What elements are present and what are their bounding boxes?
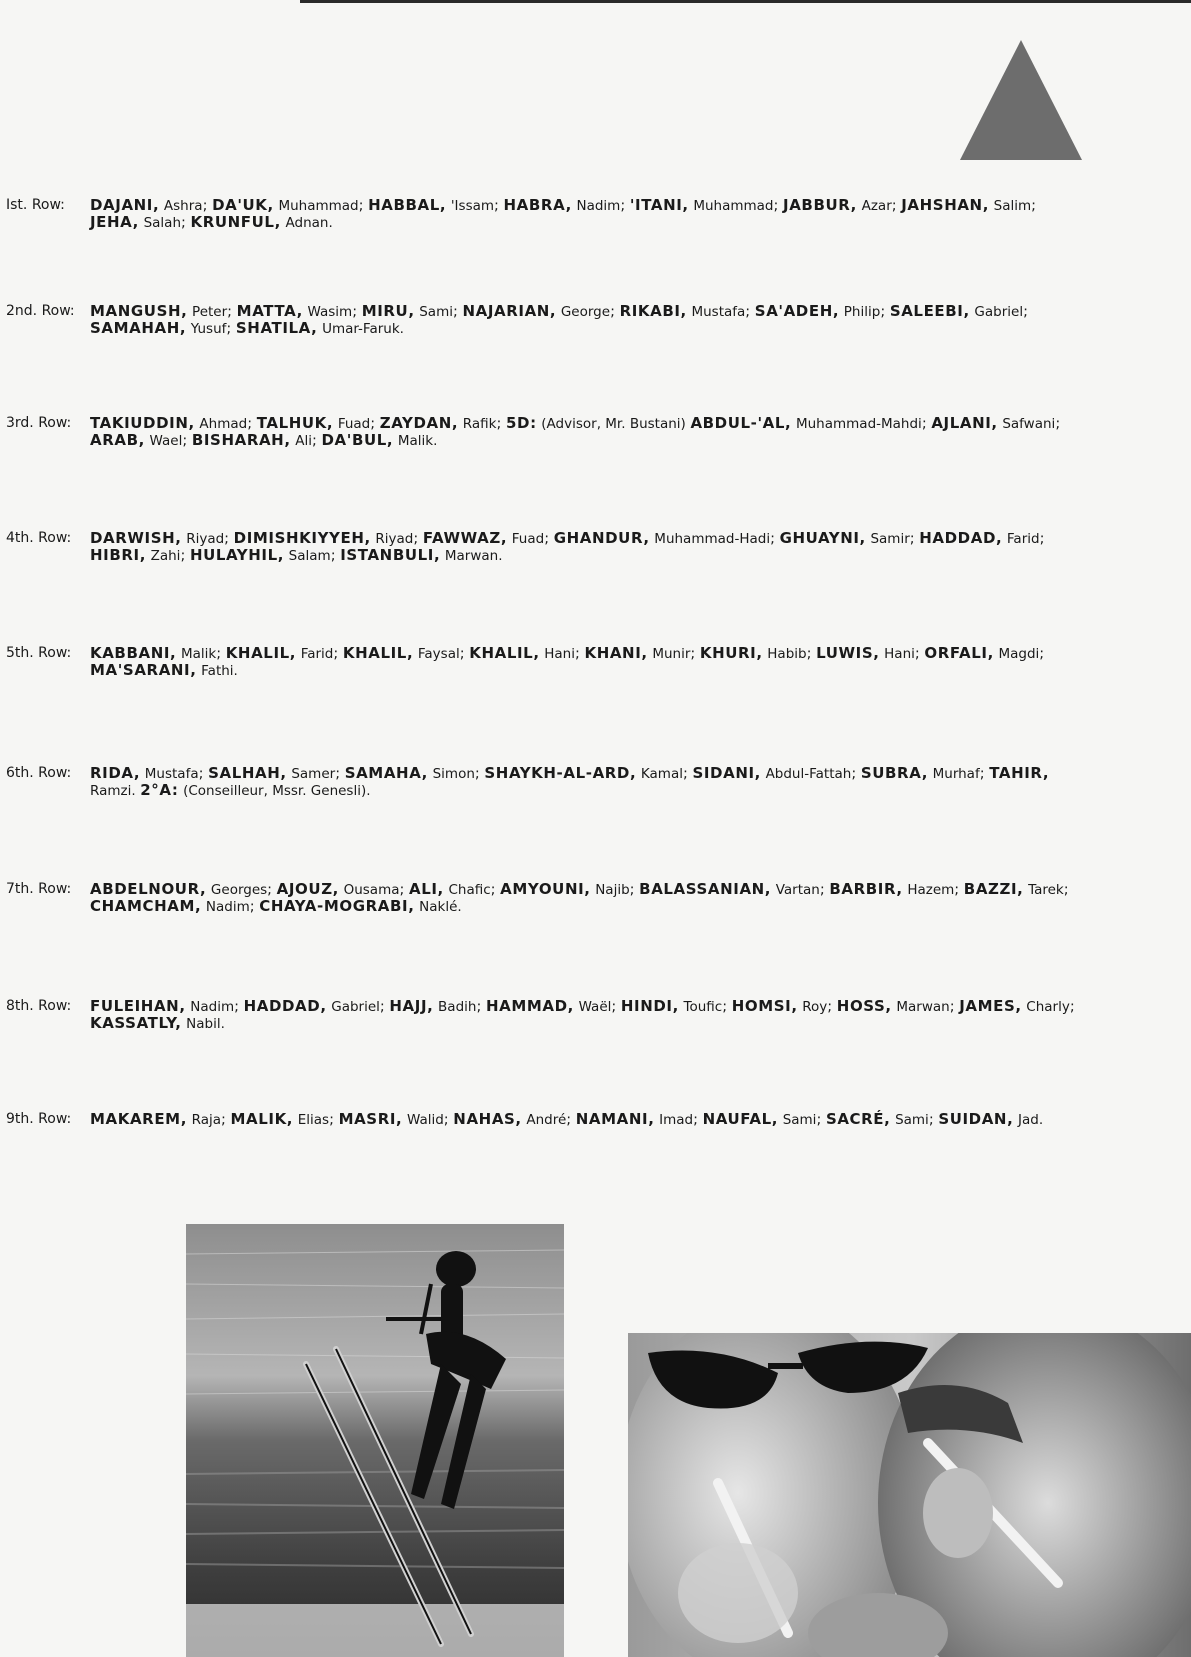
surname: SIDANI, bbox=[692, 764, 761, 782]
name-entry bbox=[576, 1112, 693, 1128]
given-name: Ashra bbox=[163, 198, 203, 214]
surname: JAMES, bbox=[959, 997, 1022, 1015]
given-name: Kamal bbox=[640, 766, 683, 782]
name-entry bbox=[237, 304, 353, 320]
surname: DAJANI, bbox=[90, 196, 160, 214]
surname: RIKABI, bbox=[619, 302, 687, 320]
name-entry bbox=[919, 531, 1039, 547]
given-name: Zahi bbox=[150, 548, 181, 564]
given-name: Hani bbox=[884, 646, 915, 662]
surname: 5D: bbox=[505, 414, 537, 432]
given-name: Farid bbox=[300, 646, 334, 662]
name-entry bbox=[90, 899, 250, 915]
surname: HADDAD, bbox=[919, 529, 1003, 547]
given-name: (Advisor, Mr. Bustani) bbox=[541, 416, 686, 432]
surname: MA'SARANI, bbox=[90, 661, 197, 679]
name-entry bbox=[362, 304, 453, 320]
name-entry bbox=[621, 999, 722, 1015]
given-name: André bbox=[526, 1112, 567, 1128]
name-entry bbox=[423, 531, 544, 547]
name-entry bbox=[345, 766, 475, 782]
name-entry bbox=[469, 646, 575, 662]
surname: SAMAHA, bbox=[344, 764, 428, 782]
surname: HABBAL, bbox=[368, 196, 447, 214]
surname: AJLANI, bbox=[931, 414, 998, 432]
name-entry bbox=[90, 433, 182, 449]
given-name: Raja bbox=[191, 1112, 221, 1128]
row-names: ABDELNOUR, Georges; AJOUZ, Ousama; ALI, Chafic; AMYOUNI, Najib; BALASSANIAN, Vartan; BARBIR, Hazem; BAZZI, Tarek; CHAMCHAM, Nadim; CHAYA-MOGRABI, Naklé. bbox=[90, 880, 1069, 915]
surname: NAMANI, bbox=[575, 1110, 655, 1128]
row-label: 8th. Row: bbox=[6, 998, 72, 1014]
given-name: Gabriel bbox=[974, 304, 1024, 320]
name-entry bbox=[924, 646, 1039, 662]
surname: LUWIS, bbox=[816, 644, 880, 662]
name-entry bbox=[90, 198, 203, 214]
surname: HADDAD, bbox=[243, 997, 327, 1015]
given-name: Roy bbox=[802, 999, 828, 1015]
surname: KABBANI, bbox=[90, 644, 177, 662]
given-name: Sami bbox=[419, 304, 453, 320]
name-entry bbox=[90, 1016, 225, 1032]
surname: KHANI, bbox=[584, 644, 648, 662]
name-entry bbox=[690, 416, 921, 432]
triangle-marker-icon bbox=[960, 40, 1082, 160]
given-name: Hani bbox=[544, 646, 575, 662]
name-entry bbox=[732, 999, 828, 1015]
name-entry bbox=[861, 766, 980, 782]
name-entry bbox=[703, 1112, 817, 1128]
name-entry bbox=[931, 416, 1055, 432]
surname: JAHSHAN, bbox=[901, 196, 990, 214]
smokers-photo bbox=[628, 1333, 1191, 1657]
surname: KRUNFUL, bbox=[190, 213, 281, 231]
given-name: Nadim bbox=[576, 198, 621, 214]
row-label: 9th. Row: bbox=[6, 1111, 72, 1127]
given-name: (Conseilleur, Mssr. Genesli). bbox=[183, 783, 371, 799]
given-name: Nadim bbox=[205, 899, 250, 915]
given-name: Vartan bbox=[775, 882, 820, 898]
given-name: Toufic bbox=[683, 999, 723, 1015]
row-label: 6th. Row: bbox=[6, 765, 72, 781]
row-label: 5th. Row: bbox=[6, 645, 72, 661]
surname: GHANDUR, bbox=[553, 529, 650, 547]
surname: FULEIHAN, bbox=[90, 997, 186, 1015]
name-entry bbox=[190, 548, 331, 564]
given-name: Riyad bbox=[186, 531, 225, 547]
name-entry bbox=[322, 433, 438, 449]
surname: CHAYA-MOGRABI, bbox=[259, 897, 415, 915]
given-name: Najib bbox=[595, 882, 630, 898]
given-name: Elias bbox=[297, 1112, 330, 1128]
given-name: Murhaf bbox=[932, 766, 980, 782]
caption-row bbox=[6, 1111, 1086, 1128]
given-name: Ousama bbox=[343, 882, 400, 898]
name-entry bbox=[639, 882, 820, 898]
name-entry bbox=[90, 1112, 221, 1128]
given-name: Philip bbox=[843, 304, 881, 320]
surname: DA'BUL, bbox=[321, 431, 394, 449]
surname: NAJARIAN, bbox=[462, 302, 557, 320]
surname: TAHIR, bbox=[989, 764, 1050, 782]
name-entry bbox=[212, 198, 359, 214]
given-name: Mustafa bbox=[144, 766, 199, 782]
name-entry bbox=[90, 215, 181, 231]
name-entry bbox=[90, 548, 180, 564]
name-entry bbox=[231, 1112, 330, 1128]
given-name: Ali bbox=[295, 433, 312, 449]
given-name: Georges bbox=[210, 882, 268, 898]
surname: CHAMCHAM, bbox=[90, 897, 202, 915]
given-name: Yusuf bbox=[190, 321, 227, 337]
surname: GHUAYNI, bbox=[779, 529, 866, 547]
surname: ABDELNOUR, bbox=[90, 880, 207, 898]
name-entry bbox=[959, 999, 1070, 1015]
given-name: Salim bbox=[993, 198, 1032, 214]
surname: NAHAS, bbox=[453, 1110, 522, 1128]
given-name: Charly bbox=[1026, 999, 1070, 1015]
surname: KASSATLY, bbox=[90, 1014, 182, 1032]
name-entry bbox=[340, 548, 502, 564]
surname: FAWWAZ, bbox=[422, 529, 508, 547]
given-name: Fathi. bbox=[201, 663, 238, 679]
given-name: Sami bbox=[782, 1112, 817, 1128]
surname: HULAYHIL, bbox=[189, 546, 285, 564]
row-names: DARWISH, Riyad; DIMISHKIYYEH, Riyad; FAWWAZ, Fuad; GHANDUR, Muhammad-Hadi; GHUAYNI, Samir; HADDAD, Farid; HIBRI, Zahi; HULAYHIL, Salam; ISTANBULI, Marwan. bbox=[90, 529, 1045, 564]
given-name: George bbox=[560, 304, 611, 320]
surname: KHURI, bbox=[699, 644, 763, 662]
given-name: Tarek bbox=[1028, 882, 1064, 898]
surname: SACRÉ, bbox=[825, 1110, 891, 1128]
top-rule bbox=[300, 0, 1191, 3]
name-entry bbox=[504, 198, 621, 214]
surname: MALIK, bbox=[230, 1110, 294, 1128]
given-name: Safwani bbox=[1002, 416, 1056, 432]
surname: KHALIL, bbox=[342, 644, 414, 662]
given-name: Malik. bbox=[397, 433, 438, 449]
row-names: FULEIHAN, Nadim; HADDAD, Gabriel; HAJJ, Badih; HAMMAD, Waël; HINDI, Toufic; HOMSI, Roy; HOSS, Marwan; JAMES, Charly; KASSATLY, Nabil. bbox=[90, 997, 1075, 1032]
row-names: KABBANI, Malik; KHALIL, Farid; KHALIL, Faysal; KHALIL, Hani; KHANI, Munir; KHURI, Habib; LUWIS, Hani; ORFALI, Magdi; MA'SARANI, Fathi. bbox=[90, 644, 1045, 679]
surname: JABBUR, bbox=[783, 196, 857, 214]
name-entry bbox=[90, 882, 267, 898]
row-label: Ist. Row: bbox=[6, 197, 65, 213]
name-entry bbox=[90, 416, 247, 432]
given-name: Simon bbox=[432, 766, 475, 782]
name-entry bbox=[192, 433, 312, 449]
name-entry bbox=[90, 999, 234, 1015]
given-name: Muhammad bbox=[278, 198, 359, 214]
name-entry bbox=[780, 531, 910, 547]
given-name: Gabriel bbox=[331, 999, 380, 1015]
name-entry bbox=[90, 646, 216, 662]
row-label: 7th. Row: bbox=[6, 881, 72, 897]
row-label: 2nd. Row: bbox=[6, 303, 75, 319]
given-name: Walid bbox=[406, 1112, 444, 1128]
surname: TAKIUDDIN, bbox=[90, 414, 195, 432]
name-entry bbox=[816, 646, 915, 662]
name-entry bbox=[236, 321, 404, 337]
given-name: Salam bbox=[288, 548, 331, 564]
given-name: Badih bbox=[438, 999, 477, 1015]
name-entry bbox=[409, 882, 491, 898]
surname: HAMMAD, bbox=[485, 997, 574, 1015]
surname: 'ITANI, bbox=[629, 196, 689, 214]
given-name: Naklé. bbox=[419, 899, 462, 915]
name-entry bbox=[140, 783, 370, 799]
name-entry bbox=[226, 646, 334, 662]
name-entry bbox=[783, 198, 892, 214]
given-name: Rafik bbox=[462, 416, 497, 432]
given-name: Munir bbox=[652, 646, 691, 662]
name-entry bbox=[90, 304, 227, 320]
given-name: Muhammad-Hadi bbox=[654, 531, 771, 547]
name-entry bbox=[389, 999, 476, 1015]
surname: AMYOUNI, bbox=[500, 880, 591, 898]
given-name: Sami bbox=[895, 1112, 929, 1128]
given-name: Muhammad-Mahdi bbox=[795, 416, 922, 432]
row-names: DAJANI, Ashra; DA'UK, Muhammad; HABBAL, 'Issam; HABRA, Nadim; 'ITANI, Muhammad; JABBUR, Azar; JAHSHAN, Salim; JEHA, Salah; KRUNFUL, Adnan. bbox=[90, 196, 1037, 231]
name-entry bbox=[692, 766, 851, 782]
name-entry bbox=[90, 531, 224, 547]
name-entry bbox=[500, 882, 630, 898]
surname: ARAB, bbox=[90, 431, 145, 449]
given-name: Riyad bbox=[375, 531, 414, 547]
given-name: Peter bbox=[192, 304, 228, 320]
surname: NAUFAL, bbox=[702, 1110, 779, 1128]
name-entry bbox=[837, 999, 950, 1015]
given-name: Azar bbox=[861, 198, 892, 214]
surname: KHALIL, bbox=[469, 644, 540, 662]
surname: DIMISHKIYYEH, bbox=[233, 529, 371, 547]
given-name: Adnan. bbox=[285, 215, 333, 231]
surname: MIRU, bbox=[361, 302, 415, 320]
given-name: Muhammad bbox=[693, 198, 774, 214]
surname: BALASSANIAN, bbox=[639, 880, 772, 898]
name-entry bbox=[484, 766, 683, 782]
given-name: Mustafa bbox=[691, 304, 746, 320]
given-name: Umar-Faruk. bbox=[322, 321, 404, 337]
caption-row bbox=[6, 415, 1086, 449]
name-entry bbox=[486, 999, 611, 1015]
name-entry bbox=[964, 882, 1064, 898]
given-name: Habib bbox=[767, 646, 807, 662]
surname: SAMAHAH, bbox=[90, 319, 187, 337]
given-name: Imad bbox=[659, 1112, 694, 1128]
name-entry bbox=[380, 416, 497, 432]
name-entry bbox=[630, 198, 774, 214]
surname: 2°A: bbox=[140, 781, 179, 799]
surname: SUIDAN, bbox=[938, 1110, 1014, 1128]
surname: ISTANBULI, bbox=[340, 546, 441, 564]
name-entry bbox=[257, 416, 371, 432]
name-entry bbox=[453, 1112, 566, 1128]
caption-row bbox=[6, 530, 1086, 564]
name-entry bbox=[584, 646, 690, 662]
given-name: Marwan bbox=[896, 999, 950, 1015]
surname: MASRI, bbox=[338, 1110, 403, 1128]
caption-row bbox=[6, 998, 1086, 1032]
row-names: TAKIUDDIN, Ahmad; TALHUK, Fuad; ZAYDAN, Rafik; 5D: (Advisor, Mr. Bustani) ABDUL-'AL, Muhammad-Mahdi; AJLANI, Safwani; ARAB, Wael; BISHARAH, Ali; DA'BUL, Malik. bbox=[90, 414, 1061, 449]
name-entry bbox=[343, 646, 460, 662]
given-name: Marwan. bbox=[444, 548, 503, 564]
name-entry bbox=[554, 531, 770, 547]
name-entry bbox=[890, 304, 1023, 320]
row-names: MANGUSH, Peter; MATTA, Wasim; MIRU, Sami; NAJARIAN, George; RIKABI, Mustafa; SA'ADEH, Philip; SALEEBI, Gabriel; SAMAHAH, Yusuf; SHATILA, Umar-Faruk. bbox=[90, 302, 1028, 337]
name-entry bbox=[938, 1112, 1043, 1128]
water-skier-photo bbox=[186, 1224, 564, 1657]
caption-row bbox=[6, 645, 1086, 679]
caption-row bbox=[6, 765, 1086, 799]
given-name: Jad. bbox=[1018, 1112, 1044, 1128]
surname: AJOUZ, bbox=[276, 880, 339, 898]
given-name: Fuad bbox=[511, 531, 545, 547]
given-name: Ahmad bbox=[199, 416, 248, 432]
name-entry bbox=[208, 766, 335, 782]
surname: ALI, bbox=[409, 880, 444, 898]
surname: MATTA, bbox=[236, 302, 303, 320]
name-entry bbox=[829, 882, 954, 898]
surname: HAJJ, bbox=[389, 997, 434, 1015]
given-name: 'Issam bbox=[450, 198, 495, 214]
surname: TALHUK, bbox=[256, 414, 334, 432]
surname: HOSS, bbox=[836, 997, 892, 1015]
name-entry bbox=[462, 304, 610, 320]
name-entry bbox=[244, 999, 380, 1015]
surname: HINDI, bbox=[620, 997, 679, 1015]
surname: DA'UK, bbox=[212, 196, 274, 214]
name-entry bbox=[90, 321, 226, 337]
surname: RIDA, bbox=[90, 764, 141, 782]
surname: KHALIL, bbox=[225, 644, 297, 662]
surname: HOMSI, bbox=[731, 997, 798, 1015]
given-name: Fuad bbox=[337, 416, 371, 432]
given-name: Ramzi. bbox=[90, 783, 136, 799]
given-name: Faysal bbox=[417, 646, 460, 662]
given-name: Wasim bbox=[307, 304, 353, 320]
given-name: Malik bbox=[180, 646, 217, 662]
given-name: Nadim bbox=[190, 999, 235, 1015]
given-name: Samir bbox=[870, 531, 910, 547]
surname: HIBRI, bbox=[90, 546, 146, 564]
surname: BAZZI, bbox=[963, 880, 1024, 898]
surname: ABDUL-'AL, bbox=[690, 414, 792, 432]
given-name: Wael bbox=[149, 433, 183, 449]
name-entry bbox=[234, 531, 414, 547]
surname: SALEEBI, bbox=[889, 302, 970, 320]
given-name: Chafic bbox=[448, 882, 491, 898]
surname: SHAYKH-AL-ARD, bbox=[484, 764, 637, 782]
caption-row bbox=[6, 303, 1086, 337]
given-name: Samer bbox=[291, 766, 336, 782]
row-names: MAKAREM, Raja; MALIK, Elias; MASRI, Walid; NAHAS, André; NAMANI, Imad; NAUFAL, Sami; SACRÉ, Sami; SUIDAN, Jad. bbox=[90, 1110, 1044, 1128]
row-label: 4th. Row: bbox=[6, 530, 72, 546]
surname: SA'ADEH, bbox=[754, 302, 840, 320]
given-name: Nabil. bbox=[186, 1016, 225, 1032]
surname: JEHA, bbox=[90, 213, 139, 231]
surname: BARBIR, bbox=[829, 880, 903, 898]
name-entry bbox=[901, 198, 1031, 214]
surname: BISHARAH, bbox=[191, 431, 291, 449]
surname: DARWISH, bbox=[90, 529, 182, 547]
name-entry bbox=[826, 1112, 929, 1128]
name-entry bbox=[339, 1112, 444, 1128]
name-entry bbox=[191, 215, 333, 231]
surname: ORFALI, bbox=[924, 644, 994, 662]
name-entry bbox=[259, 899, 461, 915]
name-entry bbox=[620, 304, 746, 320]
surname: SUBRA, bbox=[860, 764, 928, 782]
surname: HABRA, bbox=[503, 196, 572, 214]
surname: MANGUSH, bbox=[90, 302, 188, 320]
row-label: 3rd. Row: bbox=[6, 415, 72, 431]
row-names: RIDA, Mustafa; SALHAH, Samer; SAMAHA, Simon; SHAYKH-AL-ARD, Kamal; SIDANI, Abdul-Fattah; SUBRA, Murhaf; TAHIR, Ramzi. 2°A: (Conseilleur, Mssr. Genesli). bbox=[90, 764, 1050, 799]
name-entry bbox=[90, 766, 199, 782]
surname: MAKAREM, bbox=[90, 1110, 187, 1128]
name-entry bbox=[368, 198, 494, 214]
name-entry bbox=[277, 882, 400, 898]
caption-row bbox=[6, 197, 1086, 231]
surname: SALHAH, bbox=[208, 764, 287, 782]
given-name: Hazem bbox=[907, 882, 955, 898]
caption-row bbox=[6, 881, 1086, 915]
given-name: Farid bbox=[1006, 531, 1040, 547]
name-entry bbox=[755, 304, 881, 320]
surname: SHATILA, bbox=[235, 319, 318, 337]
given-name: Waël bbox=[578, 999, 612, 1015]
surname: ZAYDAN, bbox=[379, 414, 459, 432]
name-entry bbox=[506, 416, 686, 432]
given-name: Salah bbox=[143, 215, 181, 231]
given-name: Magdi bbox=[998, 646, 1040, 662]
name-entry bbox=[90, 663, 238, 679]
given-name: Abdul-Fattah bbox=[765, 766, 852, 782]
name-entry bbox=[700, 646, 807, 662]
